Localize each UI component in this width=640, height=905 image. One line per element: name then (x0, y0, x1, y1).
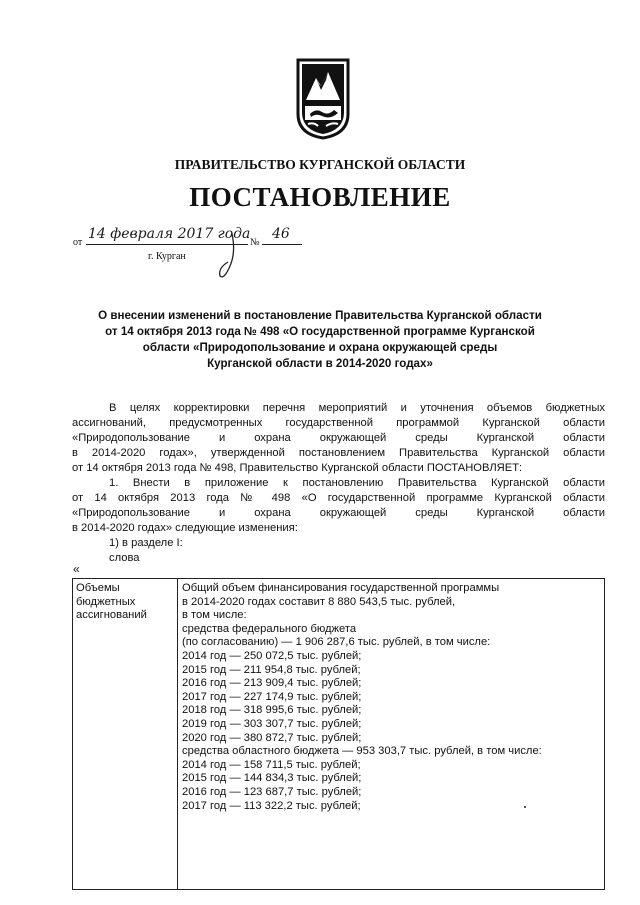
text-line: ассигнований, предусмотренных государственной программой Курганской области (72, 417, 605, 429)
table-content-cell (178, 579, 604, 889)
government-title: ПРАВИТЕЛЬСТВО КУРГАНСКОЙ ОБЛАСТИ (174, 157, 466, 172)
content-line: 2014 год — 250 072,5 тыс. рублей; (182, 649, 362, 662)
city-label: г. Курган (148, 251, 186, 262)
content-line: средства областного бюджета — 953 303,7 тыс. рублей, в том числе: (182, 745, 542, 758)
number-prefix: № (250, 237, 260, 248)
budget-table (72, 578, 605, 890)
header-line: Объемы (76, 582, 120, 594)
preamble-paragraph (72, 401, 605, 476)
coat-of-arms-icon (296, 56, 350, 140)
subject-line: области «Природопользование и охрана окружающей среды (142, 341, 498, 354)
content-line: средства федерального бюджета (182, 622, 357, 635)
scan-speck (524, 806, 526, 808)
content-line: 2014 год — 158 711,5 тыс. рублей; (182, 758, 361, 771)
text-line: от 14 октября 2013 года № 498, Правительство Курганской области ПОСТАНОВЛЯЕТ: (72, 462, 523, 474)
text-line: 1. Внести в приложение к постановлению Правительства Курганской области (109, 477, 605, 489)
open-quote: « (73, 562, 80, 576)
handwritten-date: 14 февраля 2017 года (88, 226, 251, 242)
header-line: бюджетных (76, 595, 136, 608)
table-header-cell (73, 579, 178, 889)
header-line: ассигнований (76, 609, 147, 622)
content-line: 2016 год — 123 687,7 тыс. рублей; (182, 785, 362, 798)
content-line: 2015 год — 144 834,3 тыс. рублей; (182, 772, 362, 785)
content-line: 2017 год — 227 174,9 тыс. рублей; (182, 690, 362, 703)
signature-stroke-icon (216, 232, 240, 284)
text-line: «Природопользование и охрана окружающей среды Курганской области (72, 507, 605, 519)
text-line: В целях корректировки перечня мероприятий и уточнения объемов бюджетных (109, 402, 605, 414)
subject-line: О внесении изменений в постановление Правительства Курганской области (98, 309, 542, 322)
number-underline (262, 244, 302, 245)
text-line: в 2014-2020 годах», утвержденной постановлением Правительства Курганской области (72, 447, 605, 459)
text-line: от 14 октября 2013 года № 498 «О государственной программе Курганской области (72, 492, 605, 504)
text-line: «Природопользование и охрана окружающей среды Курганской области (72, 432, 605, 444)
content-line: 2020 год — 380 872,7 тыс. рублей; (182, 731, 362, 744)
content-line: 2016 год — 213 909,4 тыс. рублей; (182, 677, 362, 690)
document-type-title: ПОСТАНОВЛЕНИЕ (189, 182, 451, 212)
subitem-block (72, 536, 605, 566)
handwritten-number: 46 (272, 226, 290, 242)
item-1-paragraph (72, 476, 605, 536)
text-line: в 2014-2020 годах» следующие изменения: (72, 522, 298, 534)
content-line: в том числе: (182, 609, 247, 622)
decree-subject (80, 308, 560, 372)
date-prefix: от (73, 237, 83, 248)
content-line: (по согласованию) — 1 906 287,6 тыс. рублей, в том числе: (182, 636, 491, 649)
content-line: 2017 год — 113 322,2 тыс. рублей; (182, 799, 361, 812)
content-line: в 2014-2020 годах составит 8 880 543,5 тыс. рублей, (182, 595, 456, 608)
subject-line: от 14 октября 2013 года № 498 «О государственной программе Курганской (105, 325, 535, 338)
content-line: 2019 год — 303 307,7 тыс. рублей; (182, 717, 362, 730)
words-label: слова (109, 552, 140, 564)
subject-line: Курганской области в 2014-2020 годах» (207, 357, 433, 370)
subitem-1: 1) в разделе I: (109, 537, 183, 549)
content-line: 2018 год — 318 995,6 тыс. рублей; (182, 704, 362, 717)
content-line: Общий объем финансирования государственной программы (182, 582, 500, 594)
content-line: 2015 год — 211 954,8 тыс. рублей; (182, 663, 361, 676)
